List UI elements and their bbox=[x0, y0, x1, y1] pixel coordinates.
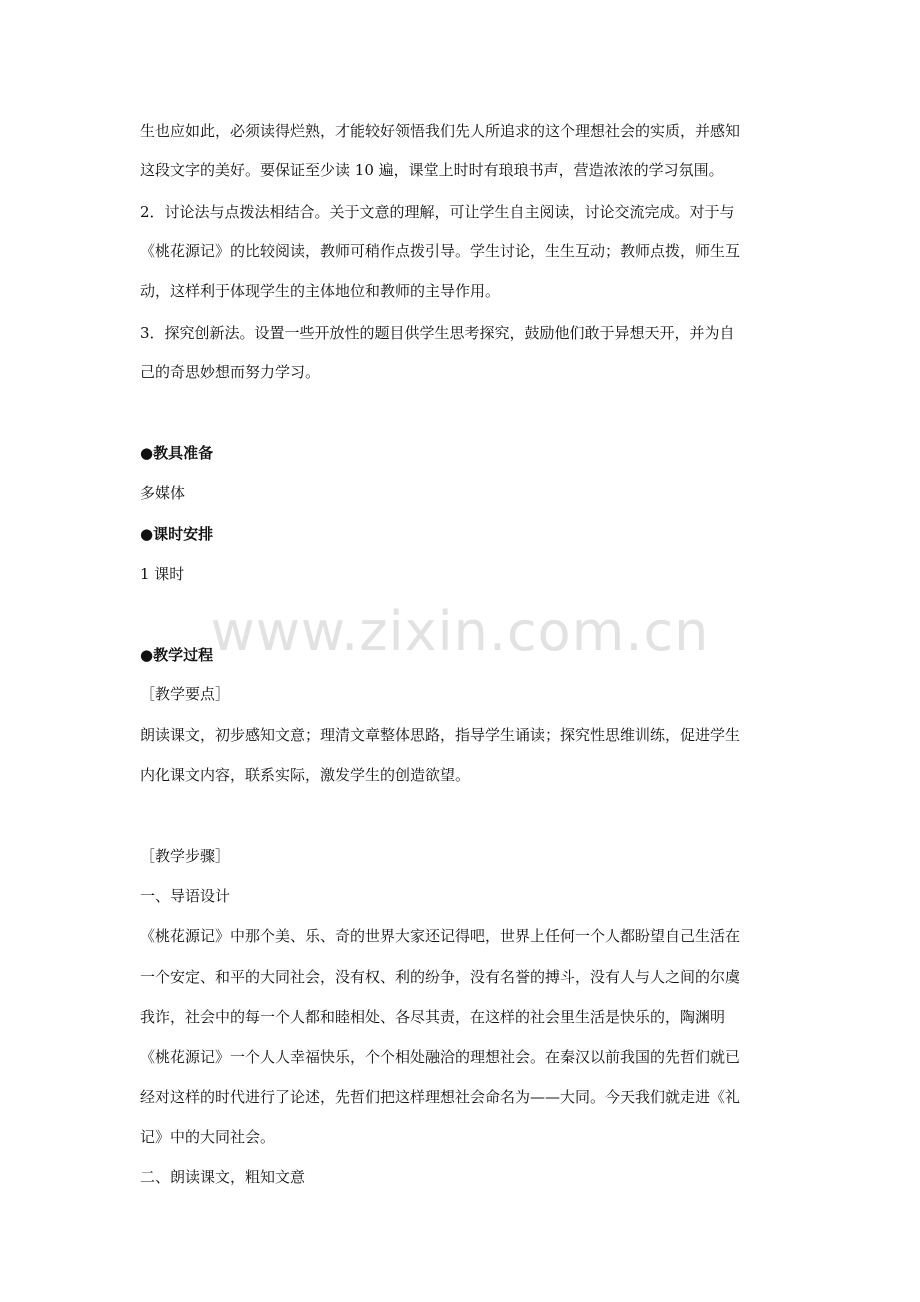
watermark: www.zixin.com.cn bbox=[210, 600, 710, 663]
step2-title: 二、朗读课文，粗知文意 bbox=[140, 1168, 306, 1186]
paragraph-line: 3．探究创新法。设置一些开放性的题目供学生思考探究，鼓励他们敢于异想天开，并为自 bbox=[140, 324, 735, 342]
paragraph-line: 己的奇思妙想而努力学习。 bbox=[140, 363, 321, 381]
paragraph-line: 朗读课文，初步感知文意；理清文章整体思路，指导学生诵读；探究性思维训练，促进学生 bbox=[140, 726, 741, 744]
paragraph-line: 我诈，社会中的每一个人都和睦相处、各尽其责，在这样的社会里生活是快乐的，陶渊明 bbox=[140, 1008, 726, 1026]
paragraph-line: 经对这样的时代进行了论述，先哲们把这样理想社会命名为——大同。今天我们就走进《礼 bbox=[140, 1088, 741, 1106]
section-heading-process: ●教学过程 bbox=[140, 646, 214, 664]
section-heading-tools: ●教具准备 bbox=[140, 444, 214, 462]
paragraph-line: 记》中的大同社会。 bbox=[140, 1128, 276, 1146]
schedule-body: 1 课时 bbox=[140, 565, 185, 583]
steps-label: ［教学步骤］ bbox=[140, 847, 231, 865]
paragraph-line: 一个安定、和平的大同社会，没有权、利的纷争，没有名誉的搏斗，没有人与人之间的尔虞 bbox=[140, 968, 741, 986]
paragraph-line: 《桃花源记》的比较阅读，教师可稍作点拨引导。学生讨论，生生互动；教师点拨，师生互 bbox=[140, 242, 741, 260]
paragraph-line: 生也应如此，必须读得烂熟，才能较好领悟我们先人所追求的这个理想社会的实质，并感知 bbox=[140, 122, 741, 140]
paragraph-line: 这段文字的美好。要保证至少读 10 遍，课堂上时时有琅琅书声，营造浓浓的学习氛围。 bbox=[140, 161, 724, 179]
paragraph-line: 动，这样利于体现学生的主体地位和教师的主导作用。 bbox=[140, 282, 501, 300]
paragraph-line: 2．讨论法与点拨法相结合。关于文意的理解，可让学生自主阅读，讨论交流完成。对于与 bbox=[140, 203, 735, 221]
section-heading-schedule: ●课时安排 bbox=[140, 525, 214, 543]
paragraph-line: 《桃花源记》中那个美、乐、奇的世界大家还记得吧，世界上任何一个人都盼望自己生活在 bbox=[140, 927, 741, 945]
key-points-label: ［教学要点］ bbox=[140, 685, 231, 703]
paragraph-line: 内化课文内容，联系实际，激发学生的创造欲望。 bbox=[140, 766, 471, 784]
tools-body: 多媒体 bbox=[140, 484, 186, 502]
step1-title: 一、导语设计 bbox=[140, 887, 231, 905]
paragraph-line: 《桃花源记》一个人人幸福快乐，个个相处融洽的理想社会。在秦汉以前我国的先哲们就已 bbox=[140, 1048, 741, 1066]
